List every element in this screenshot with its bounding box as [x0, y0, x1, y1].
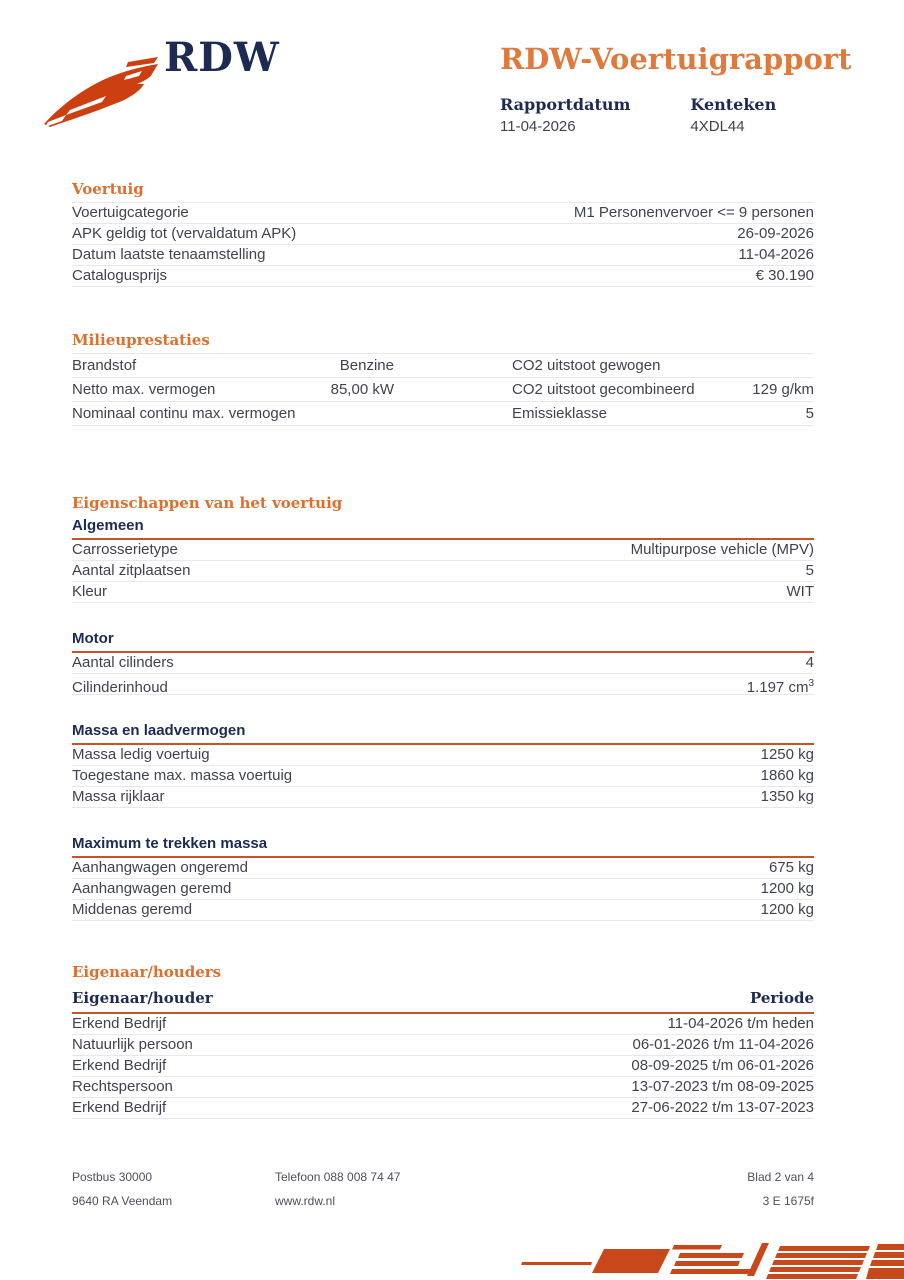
footer-page-info — [747, 1165, 814, 1213]
field-label: Netto max. vermogen — [72, 381, 216, 398]
table-header-row — [72, 985, 814, 1014]
field-value: M1 Personenvervoer <= 9 personen — [573, 204, 814, 221]
field-value: 5 — [805, 562, 814, 579]
subsection-title: Maximum te trekken massa — [72, 832, 814, 858]
footer-contact — [275, 1165, 747, 1213]
field-value: 1200 kg — [760, 901, 814, 918]
report-date-value: 11-04-2026 — [500, 118, 576, 135]
field-value: 1200 kg — [760, 880, 814, 897]
field-label: Aanhangwagen ongeremd — [72, 859, 248, 876]
rdw-feather-icon — [40, 54, 162, 134]
field-label: Kleur — [72, 583, 108, 600]
field-label: Aantal zitplaatsen — [72, 562, 191, 579]
subsection-algemeen — [72, 514, 814, 603]
table-row — [72, 540, 814, 561]
table-row — [72, 561, 814, 582]
period-value: 08-09-2025 t/m 06-01-2026 — [631, 1057, 814, 1074]
field-label: Emissieklasse — [512, 405, 608, 422]
subsection-title: Massa en laadvermogen — [72, 719, 814, 745]
footer-form-code: 3 E 1675f — [762, 1194, 814, 1208]
subsection-title: Algemeen — [72, 514, 814, 540]
section-title: Eigenschappen van het voertuig — [72, 494, 343, 512]
page-title: RDW-Voertuigrapport — [500, 42, 852, 76]
section-title: Eigenaar/houders — [72, 963, 222, 981]
footer-postbus: Postbus 30000 — [72, 1170, 153, 1184]
field-label: Aanhangwagen geremd — [72, 880, 232, 897]
footer-city: 9640 RA Veendam — [72, 1194, 173, 1208]
period-value: 27-06-2022 t/m 13-07-2023 — [631, 1099, 814, 1116]
field-label: Brandstof — [72, 357, 137, 374]
footer-website: www.rdw.nl — [275, 1194, 336, 1208]
table-row — [72, 402, 814, 426]
spacer — [394, 354, 512, 377]
subsection-motor — [72, 627, 814, 695]
field-value: Benzine — [339, 357, 394, 374]
field-value: WIT — [786, 583, 814, 600]
report-date-block — [500, 95, 630, 136]
owner-value: Natuurlijk persoon — [72, 1036, 193, 1053]
license-plate-block — [690, 95, 800, 136]
owner-value: Erkend Bedrijf — [72, 1015, 167, 1032]
rdw-logo — [40, 28, 300, 133]
table-row — [72, 745, 814, 766]
spacer — [394, 378, 512, 401]
section-eigenschappen — [72, 494, 814, 921]
table-row — [72, 224, 814, 245]
table-row — [72, 1098, 814, 1119]
speed-stripes-graphic — [504, 1238, 904, 1280]
field-value — [712, 354, 814, 377]
field-label: Middenas geremd — [72, 901, 193, 918]
subsection-title: Motor — [72, 627, 814, 653]
field-label: Massa ledig voertuig — [72, 746, 210, 763]
report-date-label: Rapportdatum — [500, 95, 631, 114]
period-value: 11-04-2026 t/m heden — [667, 1015, 814, 1032]
license-plate-value: 4XDL44 — [690, 118, 745, 135]
field-label: Massa rijklaar — [72, 788, 165, 805]
field-value: € 30.190 — [755, 267, 814, 284]
table-row — [72, 653, 814, 674]
table-row — [72, 354, 814, 378]
section-title: Milieuprestaties — [72, 331, 814, 354]
field-value: 26-09-2026 — [737, 225, 814, 242]
column-header-period: Periode — [749, 989, 814, 1007]
table-row — [72, 378, 814, 402]
table-row — [72, 1014, 814, 1035]
field-value: 129 g/km — [752, 381, 814, 398]
report-content — [72, 180, 814, 1119]
page-footer — [72, 1165, 814, 1213]
section-eigenaar-houders — [72, 963, 814, 1119]
subsection-trekken-massa — [72, 832, 814, 921]
table-row — [72, 245, 814, 266]
field-label: Carrosserietype — [72, 541, 178, 558]
field-value: 1860 kg — [760, 767, 814, 784]
field-value: 5 — [805, 405, 814, 422]
field-label: APK geldig tot (vervaldatum APK) — [72, 225, 297, 242]
field-label: Datum laatste tenaamstelling — [72, 246, 266, 263]
field-label: Catalogusprijs — [72, 267, 168, 284]
field-value-text: 1.197 cm — [746, 679, 809, 696]
field-label: Nominaal continu max. vermogen — [72, 405, 296, 422]
table-row — [72, 1077, 814, 1098]
field-value: 1250 kg — [760, 746, 814, 763]
footer-page-number: Blad 2 van 4 — [747, 1170, 814, 1184]
subsection-massa — [72, 719, 814, 808]
table-row — [72, 266, 814, 287]
table-row — [72, 582, 814, 603]
field-label: CO2 uitstoot gewogen — [512, 357, 661, 374]
field-label: Cilinderinhoud — [72, 679, 168, 696]
field-value: 675 kg — [768, 859, 814, 876]
table-row — [72, 787, 814, 808]
period-value: 06-01-2026 t/m 11-04-2026 — [632, 1036, 814, 1053]
report-meta — [500, 95, 800, 136]
license-plate-label: Kenteken — [690, 95, 777, 114]
field-label: Toegestane max. massa voertuig — [72, 767, 293, 784]
field-value: Multipurpose vehicle (MPV) — [630, 541, 814, 558]
owner-value: Rechtspersoon — [72, 1078, 173, 1095]
field-label: Voertuigcategorie — [72, 204, 189, 221]
footer-phone: Telefoon 088 008 74 47 — [275, 1170, 401, 1184]
table-row — [72, 674, 814, 695]
field-value-superscript: 3 — [808, 678, 814, 689]
field-value: 1350 kg — [760, 788, 814, 805]
field-value: 11-04-2026 — [738, 246, 814, 263]
field-label: Aantal cilinders — [72, 654, 174, 671]
period-value: 13-07-2023 t/m 08-09-2025 — [631, 1078, 814, 1095]
field-label: CO2 uitstoot gecombineerd — [512, 381, 695, 398]
section-voertuig — [72, 180, 814, 287]
rdw-logo-text: RDW — [164, 34, 280, 81]
spacer — [394, 402, 512, 425]
table-row — [72, 900, 814, 921]
field-value — [317, 402, 394, 425]
section-title: Voertuig — [72, 180, 814, 203]
footer-address — [72, 1165, 275, 1213]
field-value: 85,00 kW — [330, 381, 394, 398]
table-row — [72, 203, 814, 224]
field-value — [747, 674, 814, 698]
table-row — [72, 766, 814, 787]
table-row — [72, 1056, 814, 1077]
table-row — [72, 858, 814, 879]
section-milieuprestaties — [72, 331, 814, 426]
field-value: 4 — [805, 654, 814, 671]
column-header-owner: Eigenaar/houder — [72, 989, 213, 1007]
owner-value: Erkend Bedrijf — [72, 1099, 167, 1116]
owner-value: Erkend Bedrijf — [72, 1057, 167, 1074]
table-row — [72, 1035, 814, 1056]
table-row — [72, 879, 814, 900]
